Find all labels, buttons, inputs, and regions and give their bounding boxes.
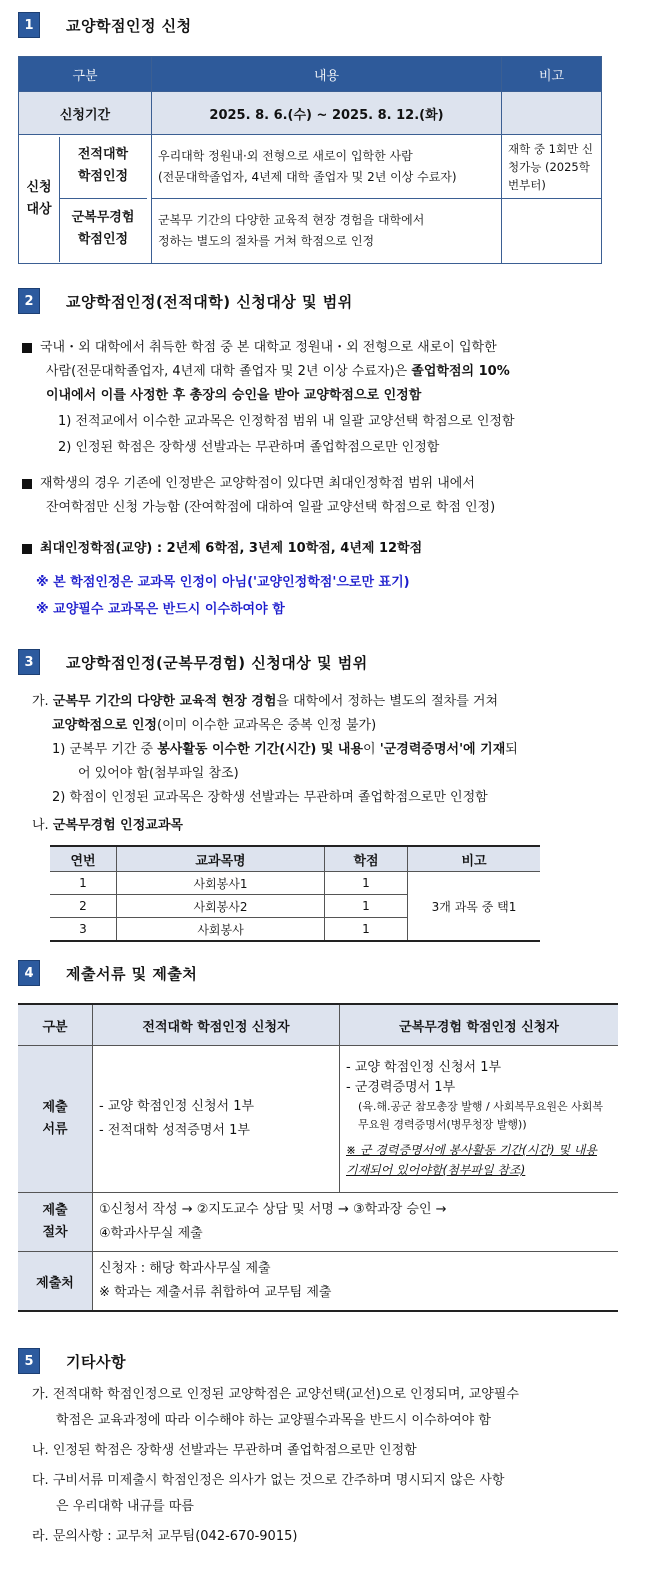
section-number: 1 xyxy=(18,12,40,38)
section-2-para-1: 국내・외 대학에서 취득한 학점 중 본 대학교 정원내・외 전형으로 새로이 입학한 사람(전문대학졸업자, 4년제 대학 졸업자 및 2년 이상 수료자)은 졸업학점의 10% 이내에서 이를 사정한 후 총장의 승인을 받아 교양학점으로 인정함 1) 전적교에서 이수한 교과목은 인정학점 범위 내 일괄 교양선택 학점으로 인정함 2) 인정된 학점은 장학생 선발과는 무관하며 졸업학점으로만 인정함 xyxy=(22,336,614,460)
row-note: 재학 중 1회만 신청가능 (2025학번부터) xyxy=(502,135,602,199)
list-item-cont: 은 우리대학 내규를 따름 xyxy=(56,1499,194,1514)
row-content xyxy=(152,135,502,199)
docs-right: - 교양 학점인정 신청서 1부 - 군경력증명서 1부 (육.해.공군 참모총장 발행 / 사회복무요원은 사회복무요원 경력증명서(병무청장 발행)) ※ 군 경력증명서에 봉사활동 기간(시간) 및 내용 기재되어 있어야함(첨부파일 참조) xyxy=(340,1046,619,1193)
cell-credit: 1 xyxy=(325,895,408,918)
cell-name: 사회봉사1 xyxy=(117,872,325,895)
section-3-item-ga: 가. 군복무 기간의 다양한 교육적 현장 경험을 대학에서 정하는 별도의 절차를 거쳐 교양학점으로 인정(이미 이수한 교과목은 중복 인정 불가) 1) 군복무 기간 중 봉사활동 이수한 기간(시간) 및 내용이 '군경력증명서'에 기재되 어 있어야 함(첨부파일 참조) 2) 학점이 인정된 교과목은 장학생 선발과는 무관하며 졸업학점으로만 인정함 xyxy=(32,694,518,805)
list-item-cont: 학점은 교육과정에 따라 이수해야 하는 교양필수과목을 반드시 이수하여야 함 xyxy=(56,1413,491,1428)
period-note xyxy=(502,92,602,135)
bullet-square xyxy=(22,343,32,353)
cell-credit: 1 xyxy=(325,918,408,942)
header-cell: 연번 xyxy=(50,846,117,872)
list-item: 라. 문의사항 : 교무처 교무팀(042-670-9015) xyxy=(32,1529,298,1544)
content-line: 우리대학 정원내·외 전형으로 새로이 입학한 사람 xyxy=(158,148,413,163)
section-2-header xyxy=(18,288,353,314)
header-cell: 군복무경험 학점인정 신청자 xyxy=(340,1004,619,1046)
content-line: 정하는 별도의 절차를 거쳐 학점으로 인정 xyxy=(158,234,375,248)
section-2-note-2: ※ 교양필수 교과목은 반드시 이수하여야 함 xyxy=(36,602,285,617)
header-cell: 비고 xyxy=(408,846,541,872)
dest-content: 신청자 : 해당 학과사무실 제출 ※ 학과는 제출서류 취합하여 교무팀 제출 xyxy=(93,1252,619,1312)
period-value: 2025. 8. 6.(수) ~ 2025. 8. 12.(화) xyxy=(152,92,502,135)
row-note xyxy=(502,199,602,264)
section-number: 4 xyxy=(18,960,40,986)
section-2-max-credits: 최대인정학점(교양) : 2년제 6학점, 3년제 10학점, 4년제 12학점 xyxy=(22,537,614,561)
section-5-header xyxy=(18,1348,126,1374)
cell-name: 사회봉사2 xyxy=(117,895,325,918)
section-4-header xyxy=(18,960,197,986)
section-number: 2 xyxy=(18,288,40,314)
section-5-list xyxy=(32,1382,620,1550)
docs-label: 제출 서류 xyxy=(18,1046,93,1193)
military-course-table xyxy=(50,845,540,942)
dest-label: 제출처 xyxy=(18,1252,93,1312)
section-title: 교양학점인정(군복무경험) 신청대상 및 범위 xyxy=(66,653,368,672)
table-row xyxy=(50,872,540,895)
row-content xyxy=(152,199,502,264)
cell-note: 3개 과목 중 택1 xyxy=(408,872,541,942)
section-2-para-2: 재학생의 경우 기존에 인정받은 교양학점이 있다면 최대인정학점 범위 내에서 잔여학점만 신청 가능함 (잔여학점에 대하여 일괄 교양선택 학점으로 학점 인정) xyxy=(22,472,614,520)
cell-credit: 1 xyxy=(325,872,408,895)
bullet-square xyxy=(22,479,32,489)
header-cell: 교과목명 xyxy=(117,846,325,872)
cell-name: 사회봉사 xyxy=(117,918,325,942)
header-cell: 구분 xyxy=(19,57,152,92)
header-cell: 학점 xyxy=(325,846,408,872)
submission-table xyxy=(18,1003,618,1312)
type-label-military: 군복무경험 학점인정 xyxy=(71,210,135,247)
bullet-square xyxy=(22,544,32,554)
proc-content: ①신청서 작성 → ②지도교수 상담 및 서명 → ③학과장 승인 → ④학과사무실 제출 xyxy=(93,1193,619,1252)
content-line: (전문대학졸업자, 4년제 대학 졸업자 및 2년 이상 수료자) xyxy=(158,169,457,184)
section-title: 기타사항 xyxy=(66,1352,126,1371)
header-cell: 전적대학 학점인정 신청자 xyxy=(93,1004,340,1046)
section-3-header xyxy=(18,649,368,675)
list-item: 가. 전적대학 학점인정으로 인정된 교양학점은 교양선택(교선)으로 인정되며, 교양필수 xyxy=(32,1387,519,1402)
section-title: 제출서류 및 제출처 xyxy=(66,964,198,983)
section-number: 3 xyxy=(18,649,40,675)
content-line: 군복무 기간의 다양한 교육적 현장 경험을 대학에서 xyxy=(158,213,425,227)
list-item: 다. 구비서류 미제출시 학점인정은 의사가 없는 것으로 간주하며 명시되지 않은 사항 xyxy=(32,1473,505,1488)
section-3-item-na: 나. 군복무경험 인정교과목 xyxy=(32,818,183,833)
cell-no: 3 xyxy=(50,918,117,942)
period-label: 신청기간 xyxy=(19,92,152,135)
target-label: 신청 대상 xyxy=(19,137,60,262)
header-cell: 비고 xyxy=(502,57,602,92)
header-cell: 구분 xyxy=(18,1004,93,1046)
cell-no: 1 xyxy=(50,872,117,895)
section-title: 교양학점인정(전적대학) 신청대상 및 범위 xyxy=(66,292,353,311)
list-item: 나. 인정된 학점은 장학생 선발과는 무관하며 졸업학점으로만 인정함 xyxy=(32,1443,417,1458)
header-cell: 내용 xyxy=(152,57,502,92)
proc-label: 제출 절차 xyxy=(18,1193,93,1252)
section-title: 교양학점인정 신청 xyxy=(66,16,192,35)
section-2-note-1: ※ 본 학점인정은 교과목 인정이 아님('교양인정학점'으로만 표기) xyxy=(36,575,410,590)
section-1-header xyxy=(18,12,192,38)
section-number: 5 xyxy=(18,1348,40,1374)
docs-left: - 교양 학점인정 신청서 1부 - 전적대학 성적증명서 1부 xyxy=(93,1046,340,1193)
type-label-transfer: 전적대학 학점인정 xyxy=(59,134,147,199)
cell-no: 2 xyxy=(50,895,117,918)
